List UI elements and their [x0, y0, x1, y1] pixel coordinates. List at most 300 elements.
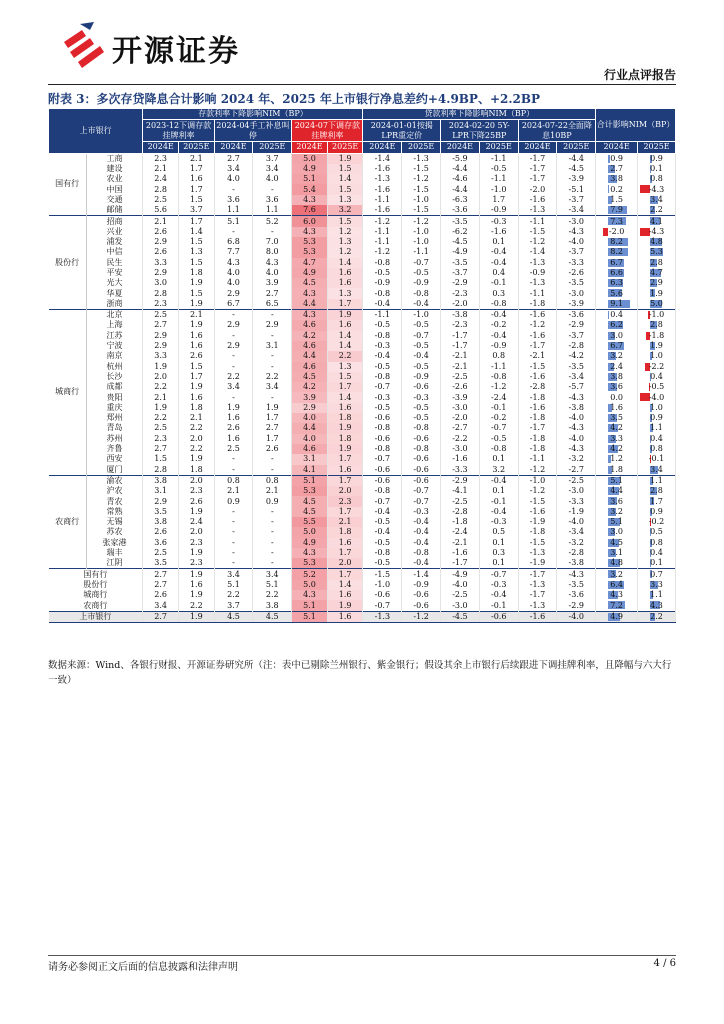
- cell-value: 2.2: [650, 205, 663, 215]
- value-cell: -0.5: [402, 341, 441, 351]
- value-cell: -1.2: [363, 247, 402, 257]
- total-nim-cell: [638, 331, 676, 341]
- total-nim-cell: [596, 174, 638, 184]
- nim-bar-positive: [608, 311, 609, 319]
- value-cell: 2.5: [143, 310, 179, 321]
- cell-value: 4.2: [610, 444, 623, 454]
- total-nim-cell: [596, 569, 638, 580]
- table-title: 附表 3：多次存贷降息合计影响 2024 年、2025 年上市银行净息差约+4.9BP、+2.2BP: [48, 92, 541, 106]
- value-cell: 3.8: [143, 517, 179, 527]
- value-cell: -2.5: [441, 590, 480, 600]
- total-nim-cell: [638, 184, 676, 194]
- cell-value: 0.9: [650, 506, 663, 516]
- value-cell: -0.6: [402, 590, 441, 600]
- value-cell: 2.2: [253, 590, 292, 600]
- cell-value: 2.4: [610, 361, 623, 371]
- value-cell: 1.8: [327, 527, 363, 537]
- value-cell: 2.8: [143, 288, 179, 298]
- value-cell: 2.6: [143, 247, 179, 257]
- value-cell: 3.4: [253, 164, 292, 174]
- total-nim-cell: [596, 258, 638, 268]
- value-cell: -1.0: [402, 237, 441, 247]
- total-nim-cell: [638, 465, 676, 476]
- value-cell: 1.3: [327, 362, 363, 372]
- value-cell: -0.8: [479, 372, 518, 382]
- total-row: [49, 611, 676, 622]
- value-cell: 1.9: [178, 454, 214, 464]
- table-row: [49, 538, 676, 548]
- year-header: 2024E: [363, 142, 402, 153]
- value-cell: -: [214, 362, 253, 372]
- value-cell: -0.8: [363, 444, 402, 454]
- total-nim-cell: [638, 444, 676, 454]
- value-cell: -1.3: [518, 580, 557, 590]
- value-cell: 5.0: [292, 580, 328, 590]
- value-cell: 1.9: [178, 507, 214, 517]
- value-cell: 2.7: [143, 444, 179, 454]
- value-cell: -1.2: [402, 174, 441, 184]
- cell-value: 7.3: [610, 216, 623, 226]
- value-cell: -0.5: [402, 413, 441, 423]
- value-cell: 2.1: [143, 164, 179, 174]
- total-nim-cell: [638, 372, 676, 382]
- value-cell: 2.2: [143, 413, 179, 423]
- value-cell: -1.6: [363, 205, 402, 216]
- value-cell: -1.1: [479, 362, 518, 372]
- value-cell: -5.9: [441, 153, 480, 164]
- value-cell: -2.1: [441, 538, 480, 548]
- total-nim-cell: [638, 413, 676, 423]
- value-cell: 2.7: [143, 580, 179, 590]
- value-cell: 1.6: [327, 590, 363, 600]
- value-cell: 1.9: [214, 403, 253, 413]
- bank-name: 建设: [86, 164, 143, 174]
- value-cell: 8.0: [253, 247, 292, 257]
- bank-name: 沪农: [86, 486, 143, 496]
- cell-value: 7.9: [610, 205, 623, 215]
- value-cell: 2.0: [327, 558, 363, 569]
- value-cell: 1.5: [327, 184, 363, 194]
- total-nim-cell: [596, 558, 638, 569]
- total-nim-cell: [596, 195, 638, 205]
- bank-name: 上海: [86, 320, 143, 330]
- value-cell: -0.3: [363, 341, 402, 351]
- value-cell: -: [253, 362, 292, 372]
- value-cell: 1.9: [178, 590, 214, 600]
- total-nim-cell: [638, 548, 676, 558]
- total-nim-cell: [638, 434, 676, 444]
- value-cell: 3.8: [143, 475, 179, 486]
- value-cell: -: [214, 527, 253, 537]
- value-cell: 2.1: [253, 486, 292, 496]
- total-row: [49, 600, 676, 611]
- cell-value: 4.3: [650, 600, 663, 610]
- value-cell: -0.4: [402, 527, 441, 537]
- value-cell: 1.8: [327, 413, 363, 423]
- col-sub-3: 2024-01-01按揭LPR重定价: [363, 120, 441, 142]
- value-cell: 4.0: [214, 268, 253, 278]
- value-cell: 1.9: [178, 611, 214, 622]
- value-cell: -2.9: [557, 320, 596, 330]
- value-cell: -4.0: [557, 237, 596, 247]
- value-cell: 2.1: [143, 392, 179, 402]
- year-header: 2025E: [638, 142, 676, 153]
- value-cell: -: [214, 548, 253, 558]
- value-cell: 4.0: [292, 434, 328, 444]
- value-cell: 4.6: [292, 444, 328, 454]
- total-nim-cell: [596, 392, 638, 402]
- value-cell: -2.8: [441, 507, 480, 517]
- cell-value: 0.8: [650, 174, 663, 184]
- value-cell: -4.3: [557, 444, 596, 454]
- value-cell: 1.5: [178, 288, 214, 298]
- value-cell: -1.3: [518, 278, 557, 288]
- value-cell: -0.8: [363, 423, 402, 433]
- table-row: [49, 310, 676, 321]
- total-row: [49, 590, 676, 600]
- total-nim-cell: [638, 310, 676, 321]
- bank-name: 中信: [86, 247, 143, 257]
- value-cell: 4.1: [292, 465, 328, 476]
- bank-name: 宁波: [86, 341, 143, 351]
- total-nim-cell: [638, 454, 676, 464]
- value-cell: -0.4: [479, 590, 518, 600]
- bank-name: 工商: [86, 153, 143, 164]
- value-cell: 0.9: [214, 496, 253, 506]
- value-cell: -4.4: [557, 153, 596, 164]
- value-cell: 2.9: [214, 288, 253, 298]
- value-cell: 2.9: [143, 237, 179, 247]
- value-cell: -1.7: [518, 153, 557, 164]
- value-cell: -0.4: [402, 558, 441, 569]
- value-cell: 1.8: [178, 403, 214, 413]
- value-cell: -1.5: [402, 184, 441, 194]
- value-cell: 1.6: [178, 331, 214, 341]
- value-cell: -1.0: [402, 310, 441, 321]
- value-cell: -3.6: [557, 590, 596, 600]
- value-cell: -: [253, 465, 292, 476]
- cell-value: -4.0: [648, 392, 665, 402]
- year-header: 2025E: [327, 142, 363, 153]
- value-cell: -0.6: [402, 382, 441, 392]
- value-cell: 4.2: [292, 382, 328, 392]
- cell-value: 6.2: [610, 320, 623, 330]
- cell-value: 3.4: [650, 464, 663, 474]
- value-cell: -1.9: [518, 517, 557, 527]
- value-cell: -0.7: [363, 454, 402, 464]
- value-cell: 1.8: [327, 434, 363, 444]
- value-cell: 1.6: [327, 268, 363, 278]
- value-cell: -0.4: [402, 351, 441, 361]
- value-cell: -4.2: [557, 351, 596, 361]
- value-cell: -: [253, 454, 292, 464]
- table-row: [49, 454, 676, 464]
- total-nim-cell: [596, 341, 638, 351]
- col-sub-0: 2023-12下调存款挂牌利率: [143, 120, 214, 142]
- cell-value: 5.3: [650, 247, 663, 257]
- value-cell: 1.7: [479, 195, 518, 205]
- report-type: 行业点评报告: [603, 68, 676, 82]
- value-cell: 1.3: [327, 195, 363, 205]
- value-cell: 2.9: [143, 331, 179, 341]
- value-cell: -1.2: [479, 382, 518, 392]
- value-cell: -1.5: [518, 227, 557, 237]
- value-cell: -: [214, 517, 253, 527]
- value-cell: -4.0: [441, 580, 480, 590]
- total-nim-cell: [638, 486, 676, 496]
- bank-name: 苏州: [86, 434, 143, 444]
- cell-value: 4.7: [650, 268, 663, 277]
- table-row: [49, 320, 676, 330]
- value-cell: -1.3: [518, 258, 557, 268]
- cell-value: -0.2: [648, 517, 665, 527]
- value-cell: -1.8: [518, 299, 557, 310]
- value-cell: 1.7: [327, 507, 363, 517]
- cell-value: 0.4: [650, 433, 663, 443]
- value-cell: 4.3: [253, 258, 292, 268]
- value-cell: 2.2: [253, 372, 292, 382]
- value-cell: -1.2: [518, 486, 557, 496]
- cell-value: 5.6: [610, 288, 623, 298]
- value-cell: -3.5: [441, 216, 480, 227]
- value-cell: 1.9: [327, 310, 363, 321]
- value-cell: 2.6: [143, 227, 179, 237]
- value-cell: -0.9: [479, 205, 518, 216]
- brand-mark-icon: [60, 22, 108, 68]
- value-cell: 2.4: [143, 174, 179, 184]
- value-cell: -: [253, 331, 292, 341]
- cell-value: 1.5: [610, 194, 623, 204]
- value-cell: 1.6: [327, 320, 363, 330]
- value-cell: -0.8: [363, 548, 402, 558]
- value-cell: 1.1: [214, 205, 253, 216]
- total-nim-cell: [638, 341, 676, 351]
- value-cell: -1.6: [441, 454, 480, 464]
- value-cell: -0.5: [363, 538, 402, 548]
- value-cell: -1.1: [479, 153, 518, 164]
- value-cell: -: [253, 227, 292, 237]
- year-header: 2024E: [596, 142, 638, 153]
- value-cell: -0.7: [402, 496, 441, 506]
- total-nim-cell: [638, 611, 676, 622]
- total-nim-cell: [638, 403, 676, 413]
- total-nim-cell: [596, 227, 638, 237]
- value-cell: -1.3: [402, 153, 441, 164]
- value-cell: -6.3: [441, 195, 480, 205]
- value-cell: -2.0: [441, 299, 480, 310]
- value-cell: -1.7: [518, 423, 557, 433]
- value-cell: -0.1: [479, 600, 518, 611]
- cell-value: 3.8: [610, 174, 623, 184]
- bank-name: 邮储: [86, 205, 143, 216]
- value-cell: -0.6: [363, 434, 402, 444]
- bank-name: 苏农: [86, 527, 143, 537]
- value-cell: -3.9: [557, 299, 596, 310]
- cell-value: 0.2: [610, 184, 623, 194]
- total-nim-cell: [596, 423, 638, 433]
- value-cell: 6.0: [292, 216, 328, 227]
- value-cell: -0.4: [479, 507, 518, 517]
- value-cell: 1.6: [214, 434, 253, 444]
- value-cell: 2.0: [178, 434, 214, 444]
- total-nim-cell: [638, 258, 676, 268]
- value-cell: -1.7: [518, 341, 557, 351]
- cell-value: 3.6: [610, 496, 623, 506]
- total-nim-cell: [596, 403, 638, 413]
- value-cell: 2.5: [143, 195, 179, 205]
- year-header: 2025E: [479, 142, 518, 153]
- value-cell: 1.7: [253, 413, 292, 423]
- total-nim-cell: [638, 205, 676, 216]
- value-cell: 2.0: [178, 475, 214, 486]
- value-cell: -0.3: [479, 580, 518, 590]
- total-nim-cell: [596, 372, 638, 382]
- total-nim-cell: [596, 413, 638, 423]
- value-cell: 1.7: [327, 475, 363, 486]
- value-cell: 3.4: [214, 382, 253, 392]
- bank-name: 农业: [86, 174, 143, 184]
- group-label: 农商行: [49, 475, 87, 569]
- value-cell: -0.1: [479, 403, 518, 413]
- value-cell: -: [253, 517, 292, 527]
- value-cell: 1.5: [327, 372, 363, 382]
- value-cell: 3.6: [253, 195, 292, 205]
- value-cell: -: [253, 392, 292, 402]
- value-cell: -3.3: [441, 465, 480, 476]
- value-cell: 3.3: [143, 258, 179, 268]
- value-cell: 1.1: [253, 205, 292, 216]
- value-cell: -0.8: [363, 372, 402, 382]
- year-header: 2024E: [292, 142, 328, 153]
- bank-name: 成都: [86, 382, 143, 392]
- table-row: [49, 153, 676, 164]
- cell-value: 2.8: [650, 257, 663, 267]
- value-cell: 1.9: [178, 548, 214, 558]
- total-nim-cell: [596, 600, 638, 611]
- value-cell: 1.8: [178, 465, 214, 476]
- table-body: [49, 153, 676, 622]
- value-cell: 5.4: [292, 184, 328, 194]
- value-cell: 4.3: [292, 227, 328, 237]
- total-nim-cell: [596, 548, 638, 558]
- source-note: 数据来源：Wind、各银行财报、开源证券研究所（注：表中已剔除兰州银行、紫金银行；假设其余上市银行后续跟进下调挂牌利率，且降幅与六大行一致）: [48, 660, 672, 686]
- value-cell: -0.5: [363, 517, 402, 527]
- value-cell: 4.0: [214, 278, 253, 288]
- value-cell: -0.1: [479, 496, 518, 506]
- value-cell: 2.0: [143, 372, 179, 382]
- value-cell: 4.4: [292, 299, 328, 310]
- value-cell: -3.0: [441, 600, 480, 611]
- value-cell: 4.5: [292, 496, 328, 506]
- value-cell: 4.5: [253, 611, 292, 622]
- value-cell: 1.6: [327, 403, 363, 413]
- value-cell: -0.8: [363, 486, 402, 496]
- total-row: [49, 580, 676, 590]
- value-cell: 4.7: [292, 258, 328, 268]
- year-header-row: [49, 142, 676, 153]
- year-header: 2025E: [402, 142, 441, 153]
- value-cell: -1.1: [518, 216, 557, 227]
- value-cell: -0.4: [402, 517, 441, 527]
- total-nim-cell: [596, 611, 638, 622]
- table-row: [49, 278, 676, 288]
- value-cell: 2.5: [143, 548, 179, 558]
- bank-name: 江阴: [86, 558, 143, 569]
- cell-value: 0.0: [610, 392, 623, 402]
- value-cell: -1.2: [402, 216, 441, 227]
- year-header: 2024E: [441, 142, 480, 153]
- cell-value: 5.0: [650, 298, 663, 308]
- value-cell: -0.8: [402, 548, 441, 558]
- bank-name: 浦发: [86, 237, 143, 247]
- value-cell: -0.8: [363, 331, 402, 341]
- value-cell: 0.1: [479, 454, 518, 464]
- value-cell: 1.4: [327, 258, 363, 268]
- value-cell: -: [214, 310, 253, 321]
- value-cell: 3.4: [143, 600, 179, 611]
- value-cell: 2.3: [143, 434, 179, 444]
- value-cell: 4.9: [292, 268, 328, 278]
- cell-value: 0.9: [650, 413, 663, 423]
- value-cell: 1.9: [178, 382, 214, 392]
- value-cell: 2.3: [178, 538, 214, 548]
- value-cell: 1.9: [327, 423, 363, 433]
- total-nim-cell: [596, 153, 638, 164]
- value-cell: 5.5: [292, 517, 328, 527]
- table-row: [49, 548, 676, 558]
- value-cell: 3.4: [253, 382, 292, 392]
- value-cell: 4.5: [292, 507, 328, 517]
- value-cell: -0.5: [402, 268, 441, 278]
- table-row: [49, 341, 676, 351]
- total-nim-cell: [596, 331, 638, 341]
- value-cell: 3.6: [214, 195, 253, 205]
- value-cell: 0.1: [479, 486, 518, 496]
- cell-value: 6.6: [610, 268, 623, 277]
- value-cell: -1.3: [518, 548, 557, 558]
- value-cell: -1.5: [518, 538, 557, 548]
- value-cell: 2.1: [178, 413, 214, 423]
- value-cell: 1.7: [327, 382, 363, 392]
- value-cell: -3.5: [557, 580, 596, 590]
- bank-name: 浙商: [86, 299, 143, 310]
- value-cell: -0.9: [402, 580, 441, 590]
- value-cell: -0.5: [402, 403, 441, 413]
- table-row: [49, 444, 676, 454]
- value-cell: -3.0: [441, 444, 480, 454]
- cell-value: 1.9: [650, 288, 663, 298]
- value-cell: 3.4: [214, 569, 253, 580]
- bank-name: 郑州: [86, 413, 143, 423]
- total-nim-cell: [638, 569, 676, 580]
- value-cell: 2.1: [214, 486, 253, 496]
- value-cell: 1.3: [327, 288, 363, 298]
- value-cell: 2.5: [143, 423, 179, 433]
- total-nim-cell: [638, 153, 676, 164]
- total-nim-cell: [638, 351, 676, 361]
- bank-name: 中国: [86, 184, 143, 194]
- value-cell: -0.5: [402, 362, 441, 372]
- total-nim-cell: [638, 423, 676, 433]
- value-cell: -: [253, 310, 292, 321]
- value-cell: -0.7: [402, 331, 441, 341]
- value-cell: 2.3: [327, 496, 363, 506]
- value-cell: 6.5: [253, 299, 292, 310]
- footer-disclaimer: 请务必参阅正文后面的信息披露和法律声明: [48, 962, 238, 973]
- total-nim-cell: [638, 580, 676, 590]
- cell-value: 4.4: [610, 486, 623, 496]
- value-cell: -2.4: [479, 392, 518, 402]
